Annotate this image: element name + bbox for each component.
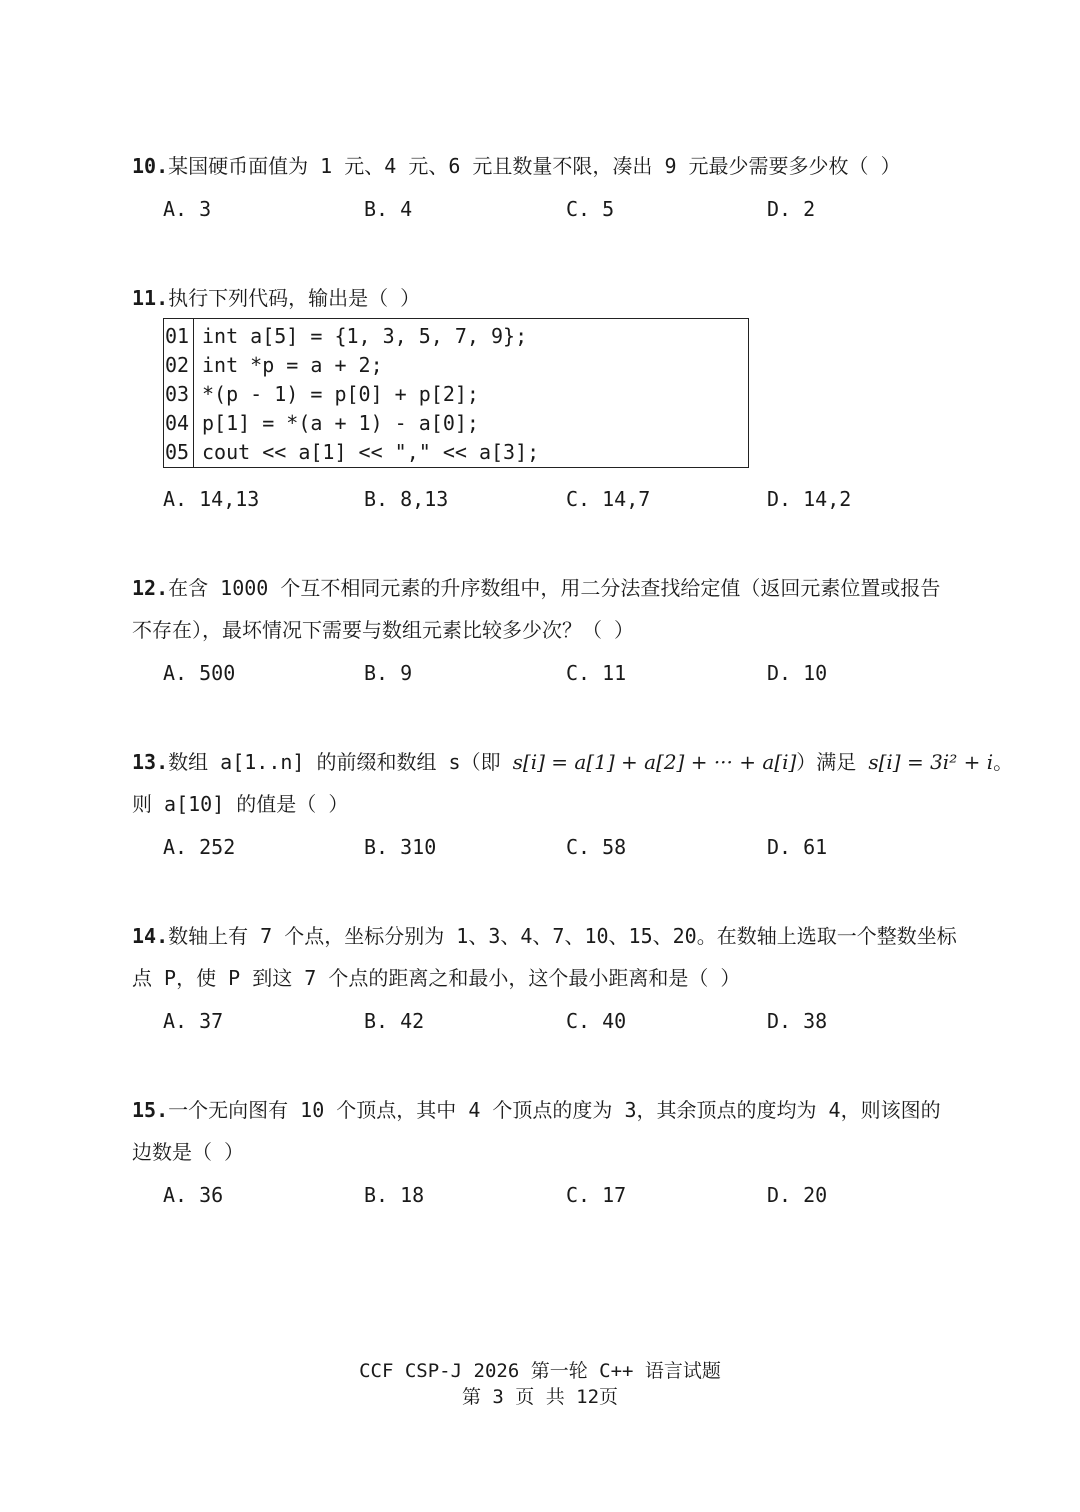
option-c: C. 11 (566, 661, 627, 685)
question-number: 12. (132, 576, 169, 600)
question-stem-line2: 点 P，使 P 到这 7 个点的距离之和最小，这个最小距离和是（ ） (132, 966, 741, 990)
question-stem: 。 (993, 750, 1014, 774)
option-d: D. 38 (767, 1009, 828, 1033)
code-block (163, 318, 749, 468)
question-stem-line2: 边数是（ ） (132, 1140, 245, 1164)
options-14 (163, 1009, 1023, 1039)
line-number: 02 (165, 353, 190, 377)
option-c: C. 14,7 (566, 487, 651, 511)
question-number: 11. (132, 286, 169, 310)
code-text: int a[5] = {1, 3, 5, 7, 9}; (202, 324, 528, 348)
code-text: int *p = a + 2; (202, 353, 383, 377)
option-a: A. 14,13 (163, 487, 260, 511)
option-c: C. 5 (566, 197, 615, 221)
question-stem: 在含 1000 个互不相同元素的升序数组中，用二分法查找给定值（返回元素位置或报告 (168, 576, 941, 600)
footer-title: CCF CSP-J 2026 第一轮 C++ 语言试题 (359, 1360, 721, 1382)
question-stem: 执行下列代码，输出是（ ） (168, 286, 421, 310)
code-text: cout << a[1] << "," << a[3]; (202, 440, 540, 464)
question-13 (132, 741, 1014, 825)
options-12 (163, 661, 1023, 691)
question-10 (132, 145, 962, 187)
page-number: 第 3 页 共 12页 (461, 1386, 619, 1408)
option-a: A. 252 (163, 835, 236, 859)
prefix-sum-formula: s[i] = a[1] + a[2] + ··· + a[i] (512, 750, 797, 774)
line-number: 04 (165, 411, 190, 435)
question-stem: 数轴上有 7 个点，坐标分别为 1、3、4、7、10、15、20。在数轴上选取一个整数坐标 (168, 924, 957, 948)
question-stem-line2: 则 a[10] 的值是（ ） (132, 792, 349, 816)
option-b: B. 310 (364, 835, 437, 859)
question-14 (132, 915, 962, 999)
options-10 (163, 197, 1023, 227)
option-a: A. 36 (163, 1183, 224, 1207)
option-c: C. 17 (566, 1183, 627, 1207)
option-c: C. 58 (566, 835, 627, 859)
option-b: B. 4 (364, 197, 413, 221)
option-a: A. 37 (163, 1009, 224, 1033)
option-d: D. 20 (767, 1183, 828, 1207)
question-stem-line2: 不存在），最坏情况下需要与数组元素比较多少次？（ ） (132, 618, 635, 642)
question-number: 14. (132, 924, 169, 948)
question-11 (132, 277, 962, 319)
question-12 (132, 567, 962, 651)
option-d: D. 61 (767, 835, 828, 859)
option-b: B. 18 (364, 1183, 425, 1207)
option-b: B. 42 (364, 1009, 425, 1033)
option-a: A. 500 (163, 661, 236, 685)
option-a: A. 3 (163, 197, 212, 221)
question-number: 15. (132, 1098, 169, 1122)
code-text: *(p - 1) = p[0] + p[2]; (202, 382, 479, 406)
option-b: B. 9 (364, 661, 413, 685)
s-formula: s[i] = 3i² + i (868, 750, 994, 774)
question-stem: ）满足 (796, 750, 869, 774)
options-11 (163, 487, 1023, 517)
question-number: 10. (132, 154, 169, 178)
option-c: C. 40 (566, 1009, 627, 1033)
options-15 (163, 1183, 1023, 1213)
question-15 (132, 1089, 962, 1173)
line-number: 01 (165, 324, 190, 348)
option-d: D. 2 (767, 197, 816, 221)
code-text: p[1] = *(a + 1) - a[0]; (202, 411, 479, 435)
line-number: 03 (165, 382, 190, 406)
line-number-divider (193, 319, 194, 467)
question-stem: 一个无向图有 10 个顶点，其中 4 个顶点的度为 3，其余顶点的度均为 4，则该图的 (168, 1098, 941, 1122)
line-number: 05 (165, 440, 190, 464)
question-stem: 某国硬币面值为 1 元、4 元、6 元且数量不限，凑出 9 元最少需要多少枚（ ） (168, 154, 901, 178)
question-stem: 数组 a[1..n] 的前缀和数组 s（即 (168, 750, 513, 774)
option-d: D. 10 (767, 661, 828, 685)
option-b: B. 8,13 (364, 487, 449, 511)
options-13 (163, 835, 1023, 865)
question-number: 13. (132, 750, 169, 774)
option-d: D. 14,2 (767, 487, 852, 511)
